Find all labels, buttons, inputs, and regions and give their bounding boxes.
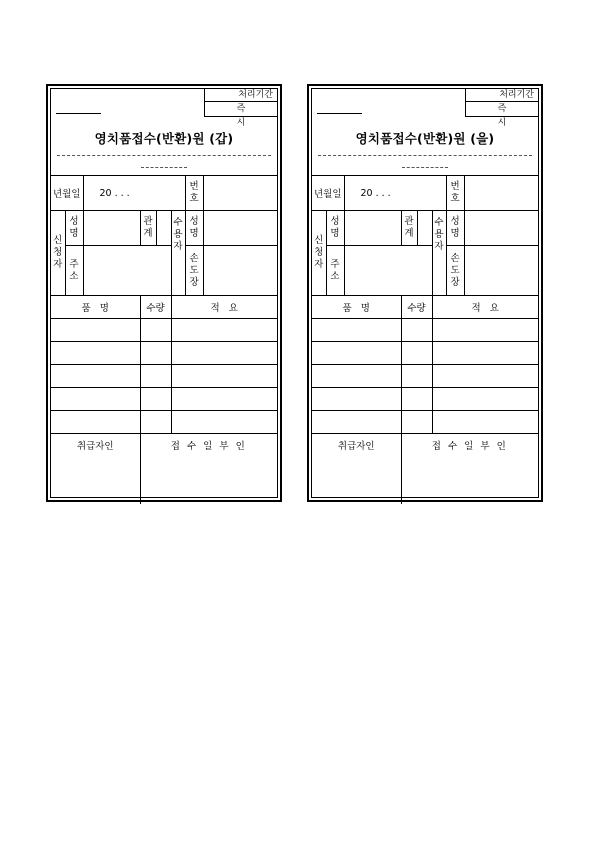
quantity-cell[interactable] [140,388,171,411]
remark-cell[interactable] [432,411,538,434]
applicant-name-label: 성 명 [65,211,83,246]
fingerprint-label: 손 도 장 [185,246,203,296]
dashed-divider [318,155,532,156]
number-field[interactable] [464,176,538,211]
remark-cell[interactable] [432,342,538,365]
processing-period-label: 처리기간 [466,89,538,102]
number-label: 번 호 [446,176,464,211]
fingerprint-field[interactable] [203,246,277,296]
item-header: 품 명 [312,296,401,319]
applicant-label: 신 청 자 [312,211,326,296]
form-title: 영치품접수(반환)원 (을) [355,131,495,146]
remark-header: 적 요 [432,296,538,319]
recipient-name-label: 성 명 [185,211,203,246]
processing-period-label: 처리기간 [205,89,277,102]
remark-cell[interactable] [171,411,277,434]
receipt-form-eul [307,84,543,502]
date-label: 년월일 [51,176,83,211]
remark-cell[interactable] [432,388,538,411]
remark-header: 적 요 [171,296,277,319]
form-table [312,175,538,504]
item-cell[interactable] [312,365,401,388]
form-title: 영치품접수(반환)원 (갑) [94,131,234,146]
applicant-label: 신 청 자 [51,211,65,296]
form-inner-border [50,88,278,498]
relation-field[interactable] [417,211,432,246]
item-cell[interactable] [312,388,401,411]
relation-field[interactable] [156,211,171,246]
remark-cell[interactable] [171,365,277,388]
date-field[interactable]: 20 . . . [83,176,185,211]
receive-stamp-cell[interactable] [401,434,538,504]
dashed-divider [57,155,271,156]
recipient-name-field[interactable] [203,211,277,246]
date-label: 년월일 [312,176,344,211]
receive-stamp-cell[interactable] [140,434,277,504]
recipient-name-label: 성 명 [446,211,464,246]
address-field[interactable] [83,246,171,296]
receipt-form-gap [46,84,282,502]
item-cell[interactable] [51,342,140,365]
processing-period-box [204,89,277,128]
fingerprint-label: 손 도 장 [446,246,464,296]
address-label: 주 소 [65,246,83,296]
remark-cell[interactable] [171,388,277,411]
quantity-header: 수량 [140,296,171,319]
item-cell[interactable] [312,319,401,342]
handler-seal-cell[interactable] [51,434,140,504]
form-table [51,175,277,504]
address-label: 주 소 [326,246,344,296]
address-field[interactable] [344,246,432,296]
item-cell[interactable] [51,411,140,434]
item-cell[interactable] [312,411,401,434]
applicant-name-label: 성 명 [326,211,344,246]
receive-stamp-label: 접 수 일 부 인 [170,441,247,452]
receive-stamp-label: 접 수 일 부 인 [431,441,508,452]
processing-period-value: 즉 시 [497,104,525,128]
number-field[interactable] [203,176,277,211]
item-cell[interactable] [51,365,140,388]
recipient-label: 수 용 자 [432,211,446,296]
quantity-cell[interactable] [140,411,171,434]
recipient-label: 수 용 자 [171,211,185,296]
quantity-cell[interactable] [140,365,171,388]
processing-period-box [465,89,538,128]
number-label: 번 호 [185,176,203,211]
item-header: 품 명 [51,296,140,319]
fingerprint-field[interactable] [464,246,538,296]
item-cell[interactable] [312,342,401,365]
remark-cell[interactable] [171,342,277,365]
quantity-cell[interactable] [401,342,432,365]
relation-label: 관 계 [401,211,417,246]
relation-label: 관 계 [140,211,156,246]
remark-cell[interactable] [171,319,277,342]
remark-cell[interactable] [432,365,538,388]
form-inner-border [311,88,539,498]
handler-seal-cell[interactable] [312,434,401,504]
quantity-cell[interactable] [401,411,432,434]
date-field[interactable]: 20 . . . [344,176,446,211]
quantity-cell[interactable] [401,365,432,388]
quantity-cell[interactable] [140,319,171,342]
quantity-cell[interactable] [401,319,432,342]
applicant-name-field[interactable] [83,211,140,246]
quantity-cell[interactable] [401,388,432,411]
item-cell[interactable] [51,388,140,411]
form-number-blank[interactable] [56,113,101,114]
remark-cell[interactable] [432,319,538,342]
form-number-blank[interactable] [317,113,362,114]
quantity-header: 수량 [401,296,432,319]
processing-period-value: 즉 시 [236,104,264,128]
dashed-divider-short [141,167,187,168]
handler-label: 취급자인 [76,441,114,452]
handler-label: 취급자인 [337,441,375,452]
dashed-divider-short [402,167,448,168]
quantity-cell[interactable] [140,342,171,365]
item-cell[interactable] [51,319,140,342]
recipient-name-field[interactable] [464,211,538,246]
applicant-name-field[interactable] [344,211,401,246]
